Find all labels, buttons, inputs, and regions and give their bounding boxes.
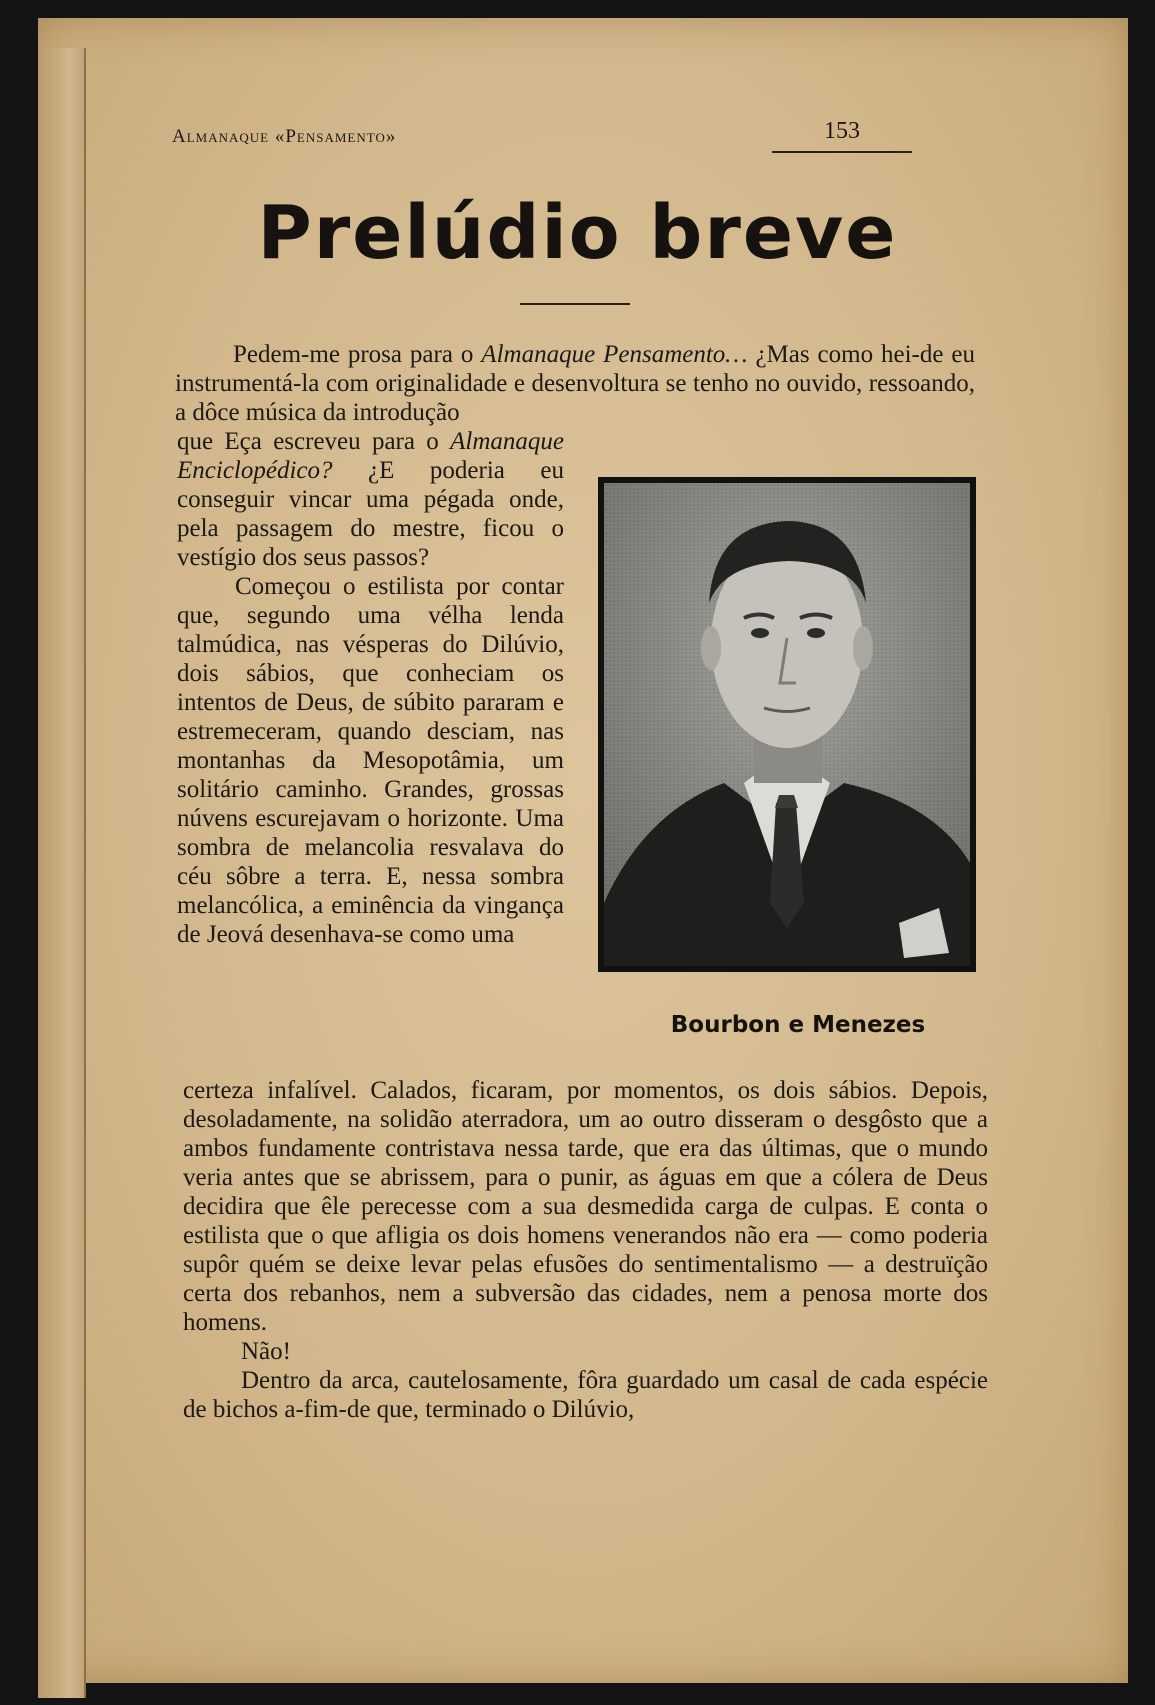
- portrait-illustration: [604, 483, 970, 966]
- paragraph-legend: Começou o estilista por contar que, segundo uma vélha lenda talmúdica, nas vésperas do Dilúvio, dois sábios, que conheciam os intentos de Deus, de súbito pararam e estremeceram, quando desciam, nas montanhas da Mesopotâmia, um solitário caminho. Grandes, grossas núvens escurejavam o horizonte. Uma sombra de melancolia resvalava do céu sôbre a terra. E, nessa sombra melancólica, a eminência da vingança de Jeová desenhava-se como uma: [177, 573, 564, 948]
- running-head: Almanaque «Pensamento»: [172, 126, 397, 147]
- left-italic-title: Almanaque Enciclopédico?: [177, 428, 564, 484]
- paragraph-nao: Não!: [241, 1338, 291, 1365]
- paragraph-continuation: certeza infalível. Calados, ficaram, por momentos, os dois sábios. Depois, desoladamente, na solidão aterradora, um ao outro disseram o desgôsto que a ambos fundamente contristava nessa tarde, que era das últimas, que o mundo veria antes que se abrissem, para o punir, as águas em que a cólera de Deus decidira que êle perecesse com a sua desmedida carga de culpas. E conta o estilista que o que afligia os dois homens venerandos não era — como poderia supôr quém se deixe levar pelas efusões do sentimentalismo — a destruïção certa dos rebanhos, nem a subversão das cidades, nem a penosa morte dos homens.: [183, 1077, 988, 1336]
- page-header: [172, 118, 912, 154]
- paragraph-arca: Dentro da arca, cautelosamente, fôra guardado um casal de cada espécie de bichos a-fim-de que, terminado o Dilúvio,: [183, 1367, 988, 1423]
- bottom-text: [183, 1076, 988, 1424]
- left-column-text: [177, 427, 564, 949]
- book-gutter: [38, 48, 86, 1698]
- intro-italic-title: Almanaque Pensamento…: [481, 341, 748, 368]
- article-title: Prelúdio breve: [257, 190, 898, 276]
- intro-paragraph: [175, 340, 975, 427]
- page-number: 153: [772, 118, 912, 153]
- intro-text-start: Pedem-me prosa para o: [233, 341, 482, 368]
- left-continuation-end: ¿E poderia eu conseguir vincar uma pégada onde, pela passagem do mestre, ficou o vestígio dos seus passos?: [177, 457, 564, 571]
- left-continuation-start: que Eça escreveu para o: [177, 428, 451, 455]
- photo-caption: Bourbon e Menezes: [670, 1012, 926, 1038]
- title-divider: [520, 303, 630, 305]
- author-portrait: [598, 477, 976, 972]
- intro-text-end: ¿Mas como hei-de eu instrumentá-la com originalidade e desenvoltura se tenho no ouvido, ressoando, a dôce música da introdução: [175, 341, 975, 426]
